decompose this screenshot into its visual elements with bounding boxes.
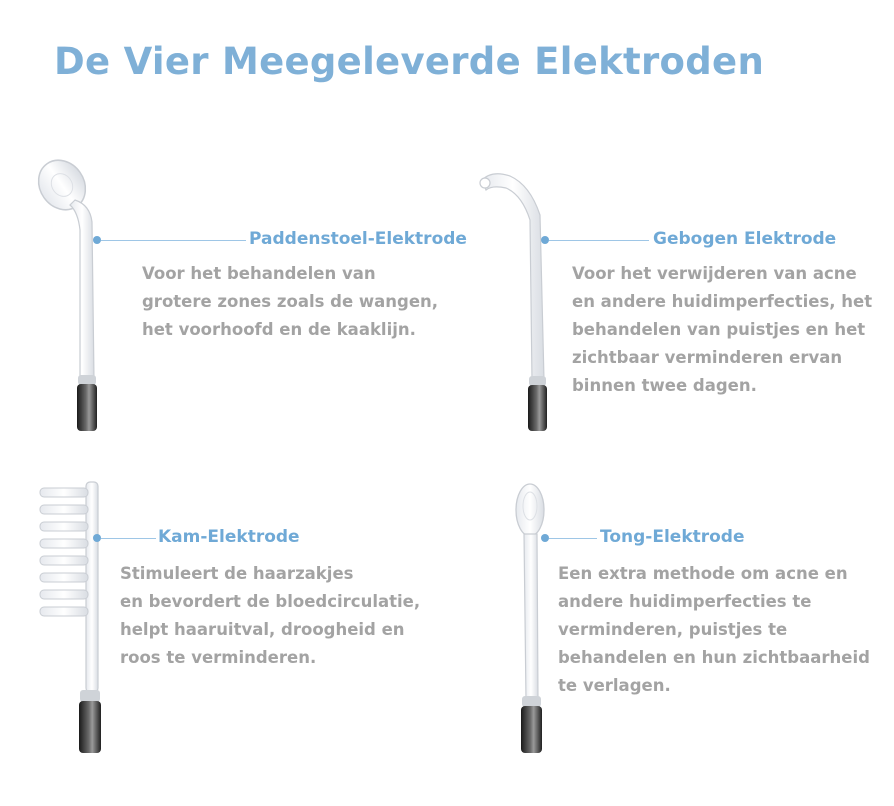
electrode-description: Voor het behandelen van grotere zones zoals de wangen, het voorhoofd en de kaaklijn.: [142, 264, 439, 339]
electrode-label: Tong-Elektrode: [600, 527, 745, 547]
connector-dot: [93, 236, 101, 244]
connector-line: [549, 538, 597, 539]
electrode-description: Een extra methode om acne en andere huidimperfecties te verminderen, puistjes te behandelen en hun zichtbaarheid te verlagen.: [558, 564, 870, 695]
connector-line: [549, 240, 649, 241]
connector-dot: [541, 534, 549, 542]
connector-dot: [93, 534, 101, 542]
page-title: De Vier Meegeleverde Elektroden: [54, 40, 765, 83]
electrode-description: Stimuleert de haarzakjes en bevordert de bloedcirculatie, helpt haaruitval, droogheid en roos te verminderen.: [120, 564, 421, 667]
electrode-label: Paddenstoel-Elektrode: [249, 229, 467, 249]
connector-line: [101, 240, 246, 241]
electrode-description: Voor het verwijderen van acne en andere huidimperfecties, het behandelen van puistjes en het zichtbaar verminderen ervan binnen twee dagen.: [572, 264, 873, 395]
connector-dot: [541, 236, 549, 244]
electrode-label: Gebogen Elektrode: [653, 229, 837, 249]
electrode-label: Kam-Elektrode: [158, 527, 300, 547]
connector-line: [101, 538, 156, 539]
